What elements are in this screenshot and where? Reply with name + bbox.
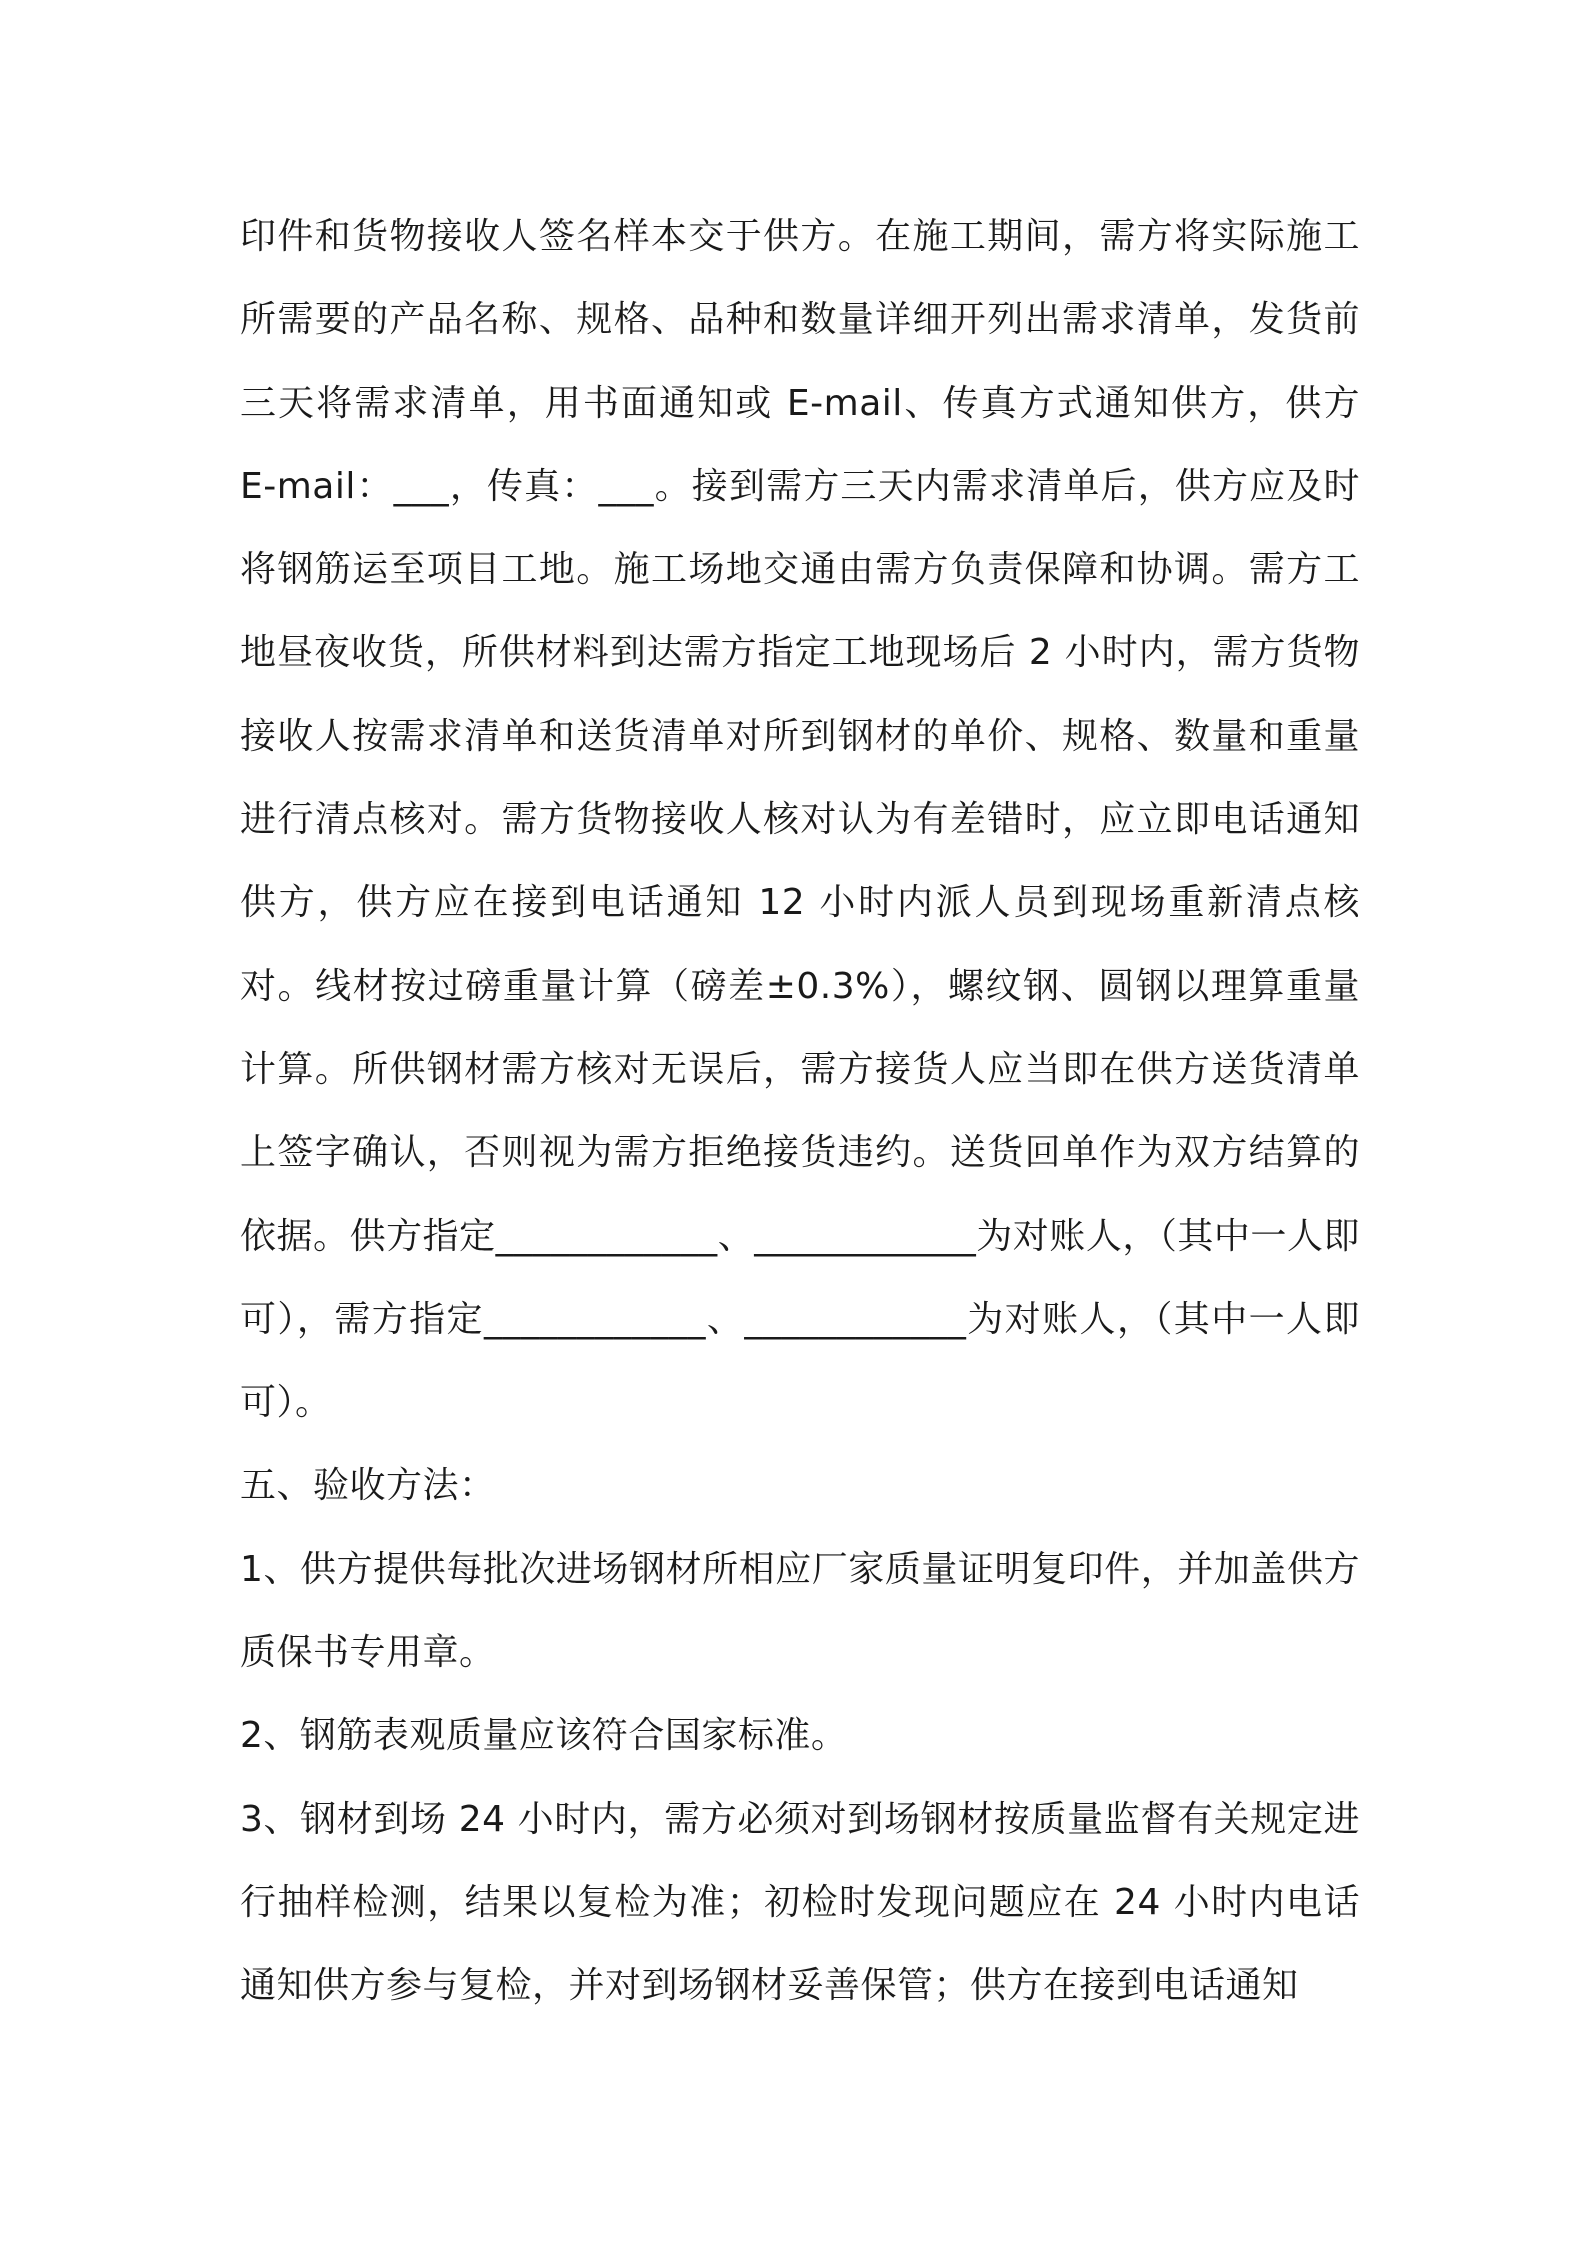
document-body [240, 195, 1360, 2028]
paragraph-delivery-terms: 印件和货物接收人签名样本交于供方。在施工期间，需方将实际施工所需要的产品名称、规格、品种和数量详细开列出需求清单，发货前三天将需求清单，用书面通知或 E-mail、传真方式通知供方，供方 E-mail：___，传真：___。接到需方三天内需求清单后，供方应及时将钢筋运至项目工地。施工场地交通由需方负责保障和协调。需方工地昼夜收货，所供材料到达需方指定工地现场后 2 小时内，需方货物接收人按需求清单和送货清单对所到钢材的单价、规格、数量和重量进行清点核对。需方货物接收人核对认为有差错时，应立即电话通知供方，供方应在接到电话通知 12 小时内派人员到现场重新清点核对。线材按过磅重量计算（磅差±0.3%），螺纹钢、圆钢以理算重量计算。所供钢材需方核对无误后，需方接货人应当即在供方送货清单上签字确认，否则视为需方拒绝接货违约。送货回单作为双方结算的依据。供方指定____________、____________为对账人，（其中一人即可），需方指定____________、____________为对账人，（其中一人即可）。 [240, 216, 1360, 1424]
clause-1: 1、供方提供每批次进场钢材所相应厂家质量证明复印件，并加盖供方质保书专用章。 [240, 1548, 1360, 1674]
clause-2: 2、钢筋表观质量应该符合国家标准。 [240, 1715, 848, 1757]
section-heading-acceptance: 五、验收方法： [240, 1465, 496, 1507]
clause-3: 3、钢材到场 24 小时内，需方必须对到场钢材按质量监督有关规定进行抽样检测，结果以复检为准；初检时发现问题应在 24 小时内电话通知供方参与复检，并对到场钢材妥善保管；供方在接到电话通知 [240, 1798, 1360, 2007]
